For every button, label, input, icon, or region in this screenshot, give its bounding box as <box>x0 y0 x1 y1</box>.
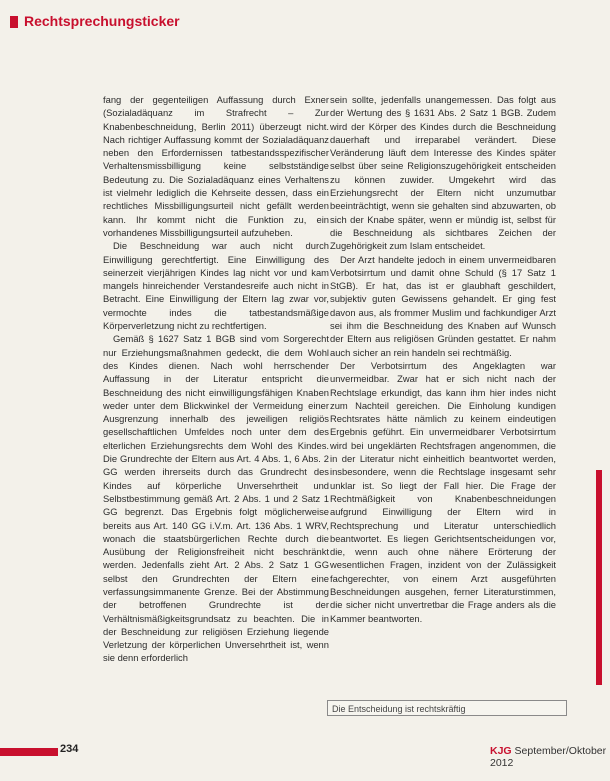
footer-accent-bar <box>0 748 58 756</box>
right-paragraph-2: Der Arzt handelte jedoch in einem unvermeidbaren Verbotsirrtum und damit ohne Schuld (§ 17 Satz 1 StGB). Er hat, das ist er glaubhaft geschildert, subjektiv guten Gewissens gehandelt. Er ging fest davon aus, als frommer Muslim und fachkundiger Arzt sei ihm die Beschneidung des Knaben auf Wunsch der Eltern aus religiösen Gründen gestattet. Er nahm auch sicher an rein handeln sei rechtmäßig. <box>330 253 556 358</box>
left-paragraph-3: Gemäß § 1627 Satz 1 BGB sind vom Sorgerecht nur Erziehungsmaßnahmen gedeckt, die dem Wohl des Kindes dienen. Nach wohl herrschender Auffassung in der Literatur entspricht die Beschneidung des nicht einwilligungsfähigen Knaben weder unter dem Blickwinkel der Vermeidung einer Ausgrenzung innerhalb des jeweiligen religiös gesellschaftlichen Umfeldes noch unter dem des elterlichen Erziehungsrechts dem Wohl des Kindes. Die Grundrechte der Eltern aus Art. 4 Abs. 1, 6 Abs. 2 GG werden ihrerseits durch das Grundrecht des Kindes auf körperliche Unversehrtheit und Selbstbestimmung gemäß Art. 2 Abs. 1 und 2 Satz 1 GG begrenzt. Das Ergebnis folgt möglicherweise bereits aus Art. 140 GG i.V.m. Art. 136 Abs. 1 WRV, wonach die staatsbürgerlichen Rechte durch die Ausübung der Religionsfreiheit nicht beschränkt werden. Jedenfalls zieht Art. 2 Abs. 2 Satz 1 GG selbst den Grundrechten der Eltern eine verfassungsimmanente Grenze. Bei der Abstimmung der betroffenen Grundrechte ist der Verhältnismäßigkeitsgrundsatz zu beachten. Die in der Beschneidung zur religiösen Erziehung liegende Verletzung der körperlichen Unversehrtheit ist, wenn sie denn erforderlich <box>103 333 329 664</box>
left-paragraph-1: fang der gegenteiligen Auffassung durch Exner (Sozialadäquanz im Strafrecht – Zur Knabenbeschneidung, Berlin 2011) überzeugt nicht. Nach richtiger Auffassung kommt der Sozialadäquanz neben den Erfordernissen tatbestandsspezifischer Verhaltensmissbilligung keine selbstständige Bedeutung zu. Die Sozialadäquanz eines Verhaltens ist vielmehr lediglich die Kehrseite dessen, dass ein rechtliches Missbilligungsurteil nicht gefällt werden kann. Ihr kommt nicht die Funktion zu, ein vorhandenes Missbilligungsurteil aufzuheben. <box>103 94 329 238</box>
right-column <box>330 93 556 625</box>
edge-accent-bar <box>596 470 602 685</box>
decision-note-box: Die Entscheidung ist rechtskräftig <box>327 700 567 716</box>
journal-issue-date: September/Oktober 2012 <box>490 745 607 769</box>
journal-brand: KJG <box>490 745 512 757</box>
section-marker <box>10 16 18 28</box>
left-paragraph-2: Die Beschneidung war auch nicht durch Einwilligung gerechtfertigt. Eine Einwilligung des seinerzeit vierjährigen Kindes lag nicht vor und kam mangels hinreichender Verstandesreife auch nicht in Betracht. Eine Einwilligung der Eltern lag zwar vor, vermochte indes die tatbestandsmäßige Körperverletzung nicht zu rechtfertigen. <box>103 240 329 332</box>
right-paragraph-1: sein sollte, jedenfalls unangemessen. Das folgt aus der Wertung des § 1631 Abs. 2 Satz 1 BGB. Zudem wird der Körper des Kindes durch die Beschneidung dauerhaft und irreparabel verändert. Diese Veränderung läuft dem Interesse des Kindes später selbst über seine Religionszugehörigkeit entscheiden zu können zuwider. Umgekehrt wird das Erziehungsrecht der Eltern nicht unzumutbar beeinträchtigt, wenn sie gehalten sind abzuwarten, ob sich der Knabe später, wenn er mündig ist, selbst für die Beschneidung als sichtbares Zeichen der Zugehörigkeit zum Islam entscheidet. <box>330 94 556 252</box>
right-paragraph-3: Der Verbotsirrtum des Angeklagten war unvermeidbar. Zwar hat er sich nicht nach der Rechtslage erkundigt, das kann ihm hier indes nicht zum Nachteil gereichen. Die Einholung kundigen Rechtsrates hätte nämlich zu keinem eindeutigen Ergebnis geführt. Ein unvermeidbarer Verbotsirrtum wird bei ungeklärten Rechtsfragen angenommen, die in der Literatur nicht einheitlich beantwortet werden, insbesondere, wenn die Rechtslage insgesamt sehr unklar ist. So liegt der Fall hier. Die Frage der Rechtmäßigkeit von Knabenbeschneidungen aufgrund Einwilligung der Eltern wird in Rechtsprechung und Literatur unterschiedlich beantwortet. Es liegen Gerichtsentscheidungen vor, die, wenn auch ohne nähere Erörterung der wesentlichen Fragen, inzident von der Zulässigkeit fachgerechter, von einem Arzt ausgeführten Beschneidungen ausgehen, ferner Literaturstimmen, die sicher nicht unvertretbar die Frage anders als die Kammer beantworten. <box>330 359 556 624</box>
journal-issue <box>490 745 610 769</box>
page-number: 234 <box>60 743 79 755</box>
left-column <box>103 93 329 665</box>
section-header <box>0 12 610 34</box>
section-title: Rechtsprechungsticker <box>24 13 180 29</box>
